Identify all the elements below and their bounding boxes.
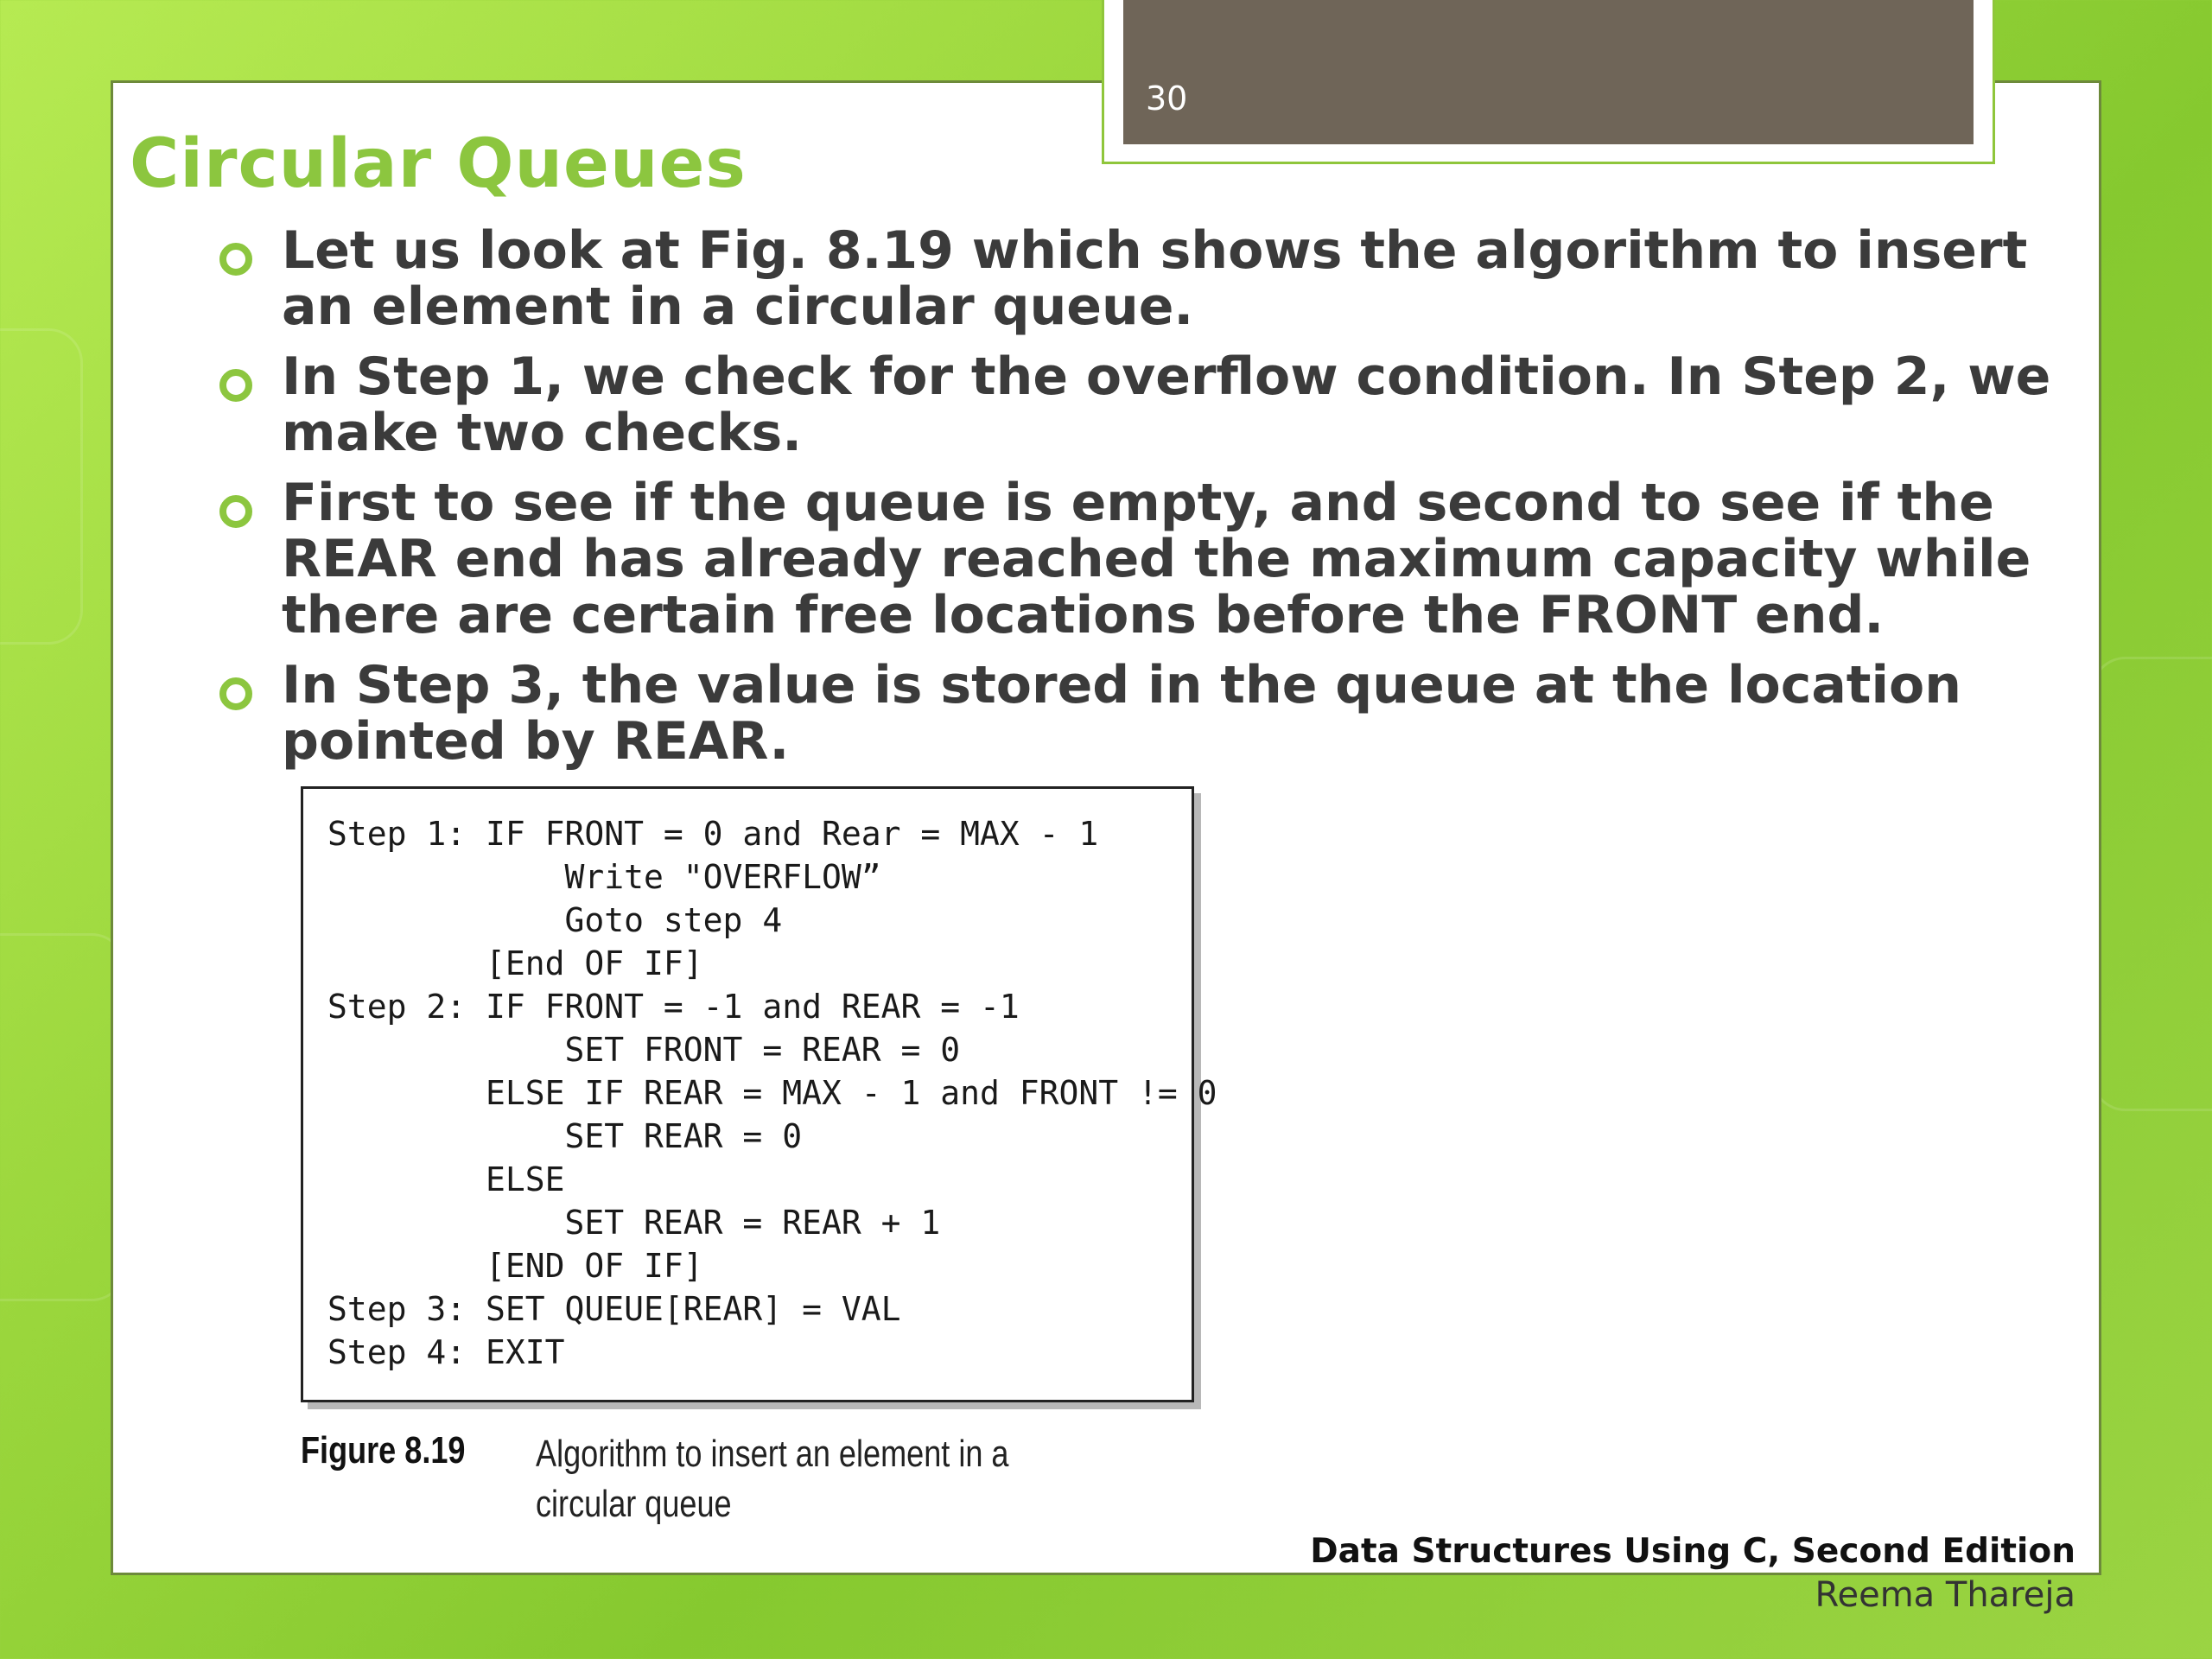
bullet-list	[216, 220, 2074, 784]
bullet-text: In Step 1, we check for the overflow condition. In Step 2, we make two checks.	[282, 346, 2051, 463]
code-line: ELSE	[327, 1160, 565, 1198]
bullet-text: First to see if the queue is empty, and second to see if the REAR end has already reached the maximum capacity while there are certain free locations before the FRONT end.	[282, 473, 2031, 645]
code-line: Goto step 4	[327, 901, 783, 939]
page-number-tab-inner	[1123, 0, 1974, 144]
figure-caption: Algorithm to insert an element in a circular queue	[536, 1433, 1009, 1525]
background-hexagon	[2091, 657, 2212, 1111]
bullet-item	[216, 220, 2074, 337]
bullet-item	[216, 655, 2074, 772]
bullet-text: Let us look at Fig. 8.19 which shows the algorithm to insert an element in a circular queue.	[282, 220, 2028, 337]
code-line: [End OF IF]	[327, 944, 703, 982]
background-hexagon	[0, 328, 83, 645]
code-line: Write "OVERFLOW”	[327, 858, 881, 896]
code-line: ELSE IF REAR = MAX - 1 and FRONT != 0	[327, 1074, 1217, 1112]
code-line: SET FRONT = REAR = 0	[327, 1031, 961, 1069]
bullet-ring-icon	[219, 495, 252, 528]
code-line: Step 4: EXIT	[327, 1333, 565, 1371]
bullet-text: In Step 3, the value is stored in the queue at the location pointed by REAR.	[282, 655, 1961, 772]
bullet-ring-icon	[219, 243, 252, 276]
code-line: SET REAR = 0	[327, 1117, 803, 1155]
footer-author: Reema Thareja	[1815, 1575, 2075, 1615]
footer-book-title: Data Structures Using C, Second Edition	[1310, 1532, 2075, 1571]
bullet-ring-icon	[219, 677, 252, 710]
code-line: [END OF IF]	[327, 1247, 703, 1285]
bullet-item	[216, 346, 2074, 463]
code-line: SET REAR = REAR + 1	[327, 1204, 941, 1242]
code-line: Step 2: IF FRONT = -1 and REAR = -1	[327, 988, 1020, 1026]
algorithm-figure	[301, 786, 1217, 1402]
background-hexagon	[0, 933, 126, 1301]
bullet-item	[216, 475, 2074, 644]
page-number: 30	[1146, 79, 1188, 118]
bullet-ring-icon	[219, 369, 252, 402]
code-line: Step 3: SET QUEUE[REAR] = VAL	[327, 1290, 901, 1328]
figure-label: Figure 8.19	[301, 1429, 466, 1471]
code-line: Step 1: IF FRONT = 0 and Rear = MAX - 1	[327, 815, 1099, 853]
slide-title: Circular Queues	[130, 125, 747, 203]
